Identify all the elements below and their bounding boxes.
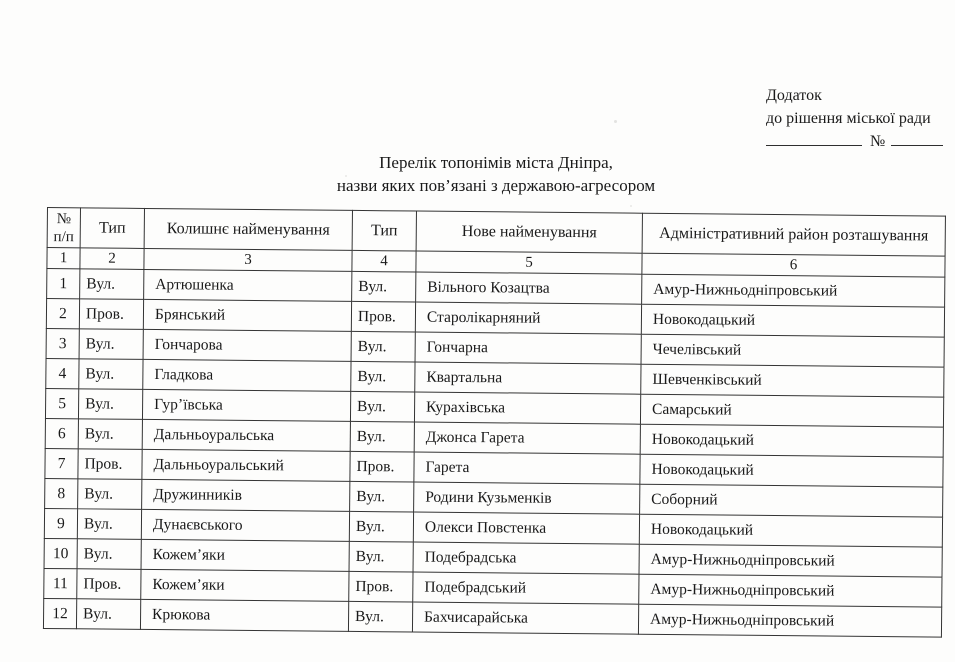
row-number-cell: 12	[43, 598, 76, 628]
column-number: 5	[416, 251, 642, 274]
scan-speck	[345, 175, 347, 177]
new-name-cell: Родини Кузьменків	[414, 482, 640, 514]
row-number-cell: 4	[46, 358, 79, 388]
old-type-cell: Вул.	[79, 329, 143, 360]
old-name-cell: Артюшенка	[144, 269, 352, 301]
row-number-cell: 5	[45, 388, 78, 418]
old-type-cell: Вул.	[79, 359, 143, 390]
row-number-cell: 8	[45, 478, 78, 508]
row-number-cell: 3	[46, 328, 79, 358]
district-cell: Чечелівський	[641, 334, 944, 367]
old-name-cell: Крюкова	[140, 599, 348, 631]
new-name-cell: Курахівська	[414, 392, 640, 424]
new-name-cell: Подебрадська	[413, 542, 639, 574]
new-name-cell: Вільного Козацтва	[416, 272, 642, 304]
new-type-cell: Вул.	[350, 421, 414, 452]
old-name-cell: Брянський	[143, 299, 351, 331]
new-name-cell: Квартальна	[415, 362, 641, 394]
new-name-cell: Гончарна	[415, 332, 641, 364]
old-type-cell: Пров.	[78, 449, 142, 480]
column-number: 2	[80, 248, 144, 270]
header-num-bottom: п/п	[53, 228, 74, 245]
row-number-cell: 9	[44, 508, 77, 538]
column-number: 3	[144, 248, 352, 271]
header-new-name: Нове найменування	[416, 211, 642, 253]
column-number: 4	[352, 250, 416, 272]
district-cell: Соборний	[640, 484, 943, 517]
row-number-cell: 1	[47, 269, 80, 299]
annex-line-3	[766, 130, 943, 153]
new-type-cell: Вул.	[349, 511, 413, 542]
old-name-cell: Дружинників	[142, 479, 350, 511]
header-old-type: Тип	[80, 208, 144, 249]
new-type-cell: Вул.	[351, 361, 415, 392]
new-type-cell: Вул.	[350, 481, 414, 512]
new-name-cell: Старолікарняний	[415, 302, 641, 334]
header-district: Адміністративний район розташування	[642, 213, 945, 256]
old-type-cell: Вул.	[80, 269, 144, 300]
old-type-cell: Вул.	[77, 509, 141, 540]
district-cell: Шевченківський	[641, 364, 944, 397]
header-new-type: Тип	[352, 210, 416, 251]
district-cell: Новокодацький	[639, 514, 942, 547]
old-type-cell: Пров.	[79, 299, 143, 330]
district-cell: Амур-Нижньодніпровський	[639, 574, 942, 607]
header-old-name: Колишнє найменування	[144, 208, 352, 250]
district-cell: Новокодацький	[640, 424, 943, 457]
old-type-cell: Вул.	[78, 389, 142, 420]
page-title	[47, 151, 945, 197]
table-body	[43, 269, 944, 638]
district-cell: Амур-Нижньодніпровський	[639, 544, 942, 577]
old-name-cell: Гончарова	[143, 329, 351, 361]
column-number: 1	[47, 248, 80, 269]
new-name-cell: Гарета	[414, 452, 640, 484]
new-type-cell: Вул.	[351, 331, 415, 362]
old-name-cell: Гладкова	[143, 359, 351, 391]
old-name-cell: Дальньоуральський	[142, 449, 350, 481]
blank-line	[766, 132, 862, 146]
new-type-cell: Пров.	[349, 571, 413, 602]
header-num-top: №	[56, 210, 72, 227]
new-type-cell: Вул.	[349, 541, 413, 572]
scan-speck	[630, 205, 632, 207]
row-number-cell: 6	[45, 418, 78, 448]
page-title-line-1: Перелік топонімів міста Дніпра,	[379, 153, 613, 172]
annex-line-2: до рішення міської ради	[766, 110, 931, 127]
column-number: 6	[642, 253, 945, 277]
district-cell: Амур-Нижньодніпровський	[642, 274, 945, 307]
new-type-cell: Вул.	[348, 601, 412, 632]
old-type-cell: Пров.	[77, 569, 141, 600]
old-type-cell: Вул.	[78, 479, 142, 510]
new-name-cell: Джонса Гарета	[414, 422, 640, 454]
old-name-cell: Гур’ївська	[142, 389, 350, 421]
annex-note	[766, 84, 943, 153]
new-type-cell: Пров.	[351, 301, 415, 332]
old-type-cell: Вул.	[78, 419, 142, 450]
annex-line-1: Додаток	[766, 87, 822, 104]
new-type-cell: Вул.	[352, 271, 416, 302]
old-name-cell: Кожем’яки	[141, 539, 349, 571]
row-number-cell: 7	[45, 448, 78, 478]
district-cell: Самарський	[640, 394, 943, 427]
old-name-cell: Кожем’яки	[141, 569, 349, 601]
new-name-cell: Подебрадський	[413, 572, 639, 604]
new-name-cell: Олекси Повстенка	[413, 512, 639, 544]
row-number-cell: 10	[44, 538, 77, 568]
number-sign: №	[870, 133, 886, 150]
row-number-cell: 11	[44, 568, 77, 598]
scan-speck	[614, 120, 617, 123]
old-type-cell: Вул.	[76, 599, 140, 630]
new-type-cell: Пров.	[350, 451, 414, 482]
new-type-cell: Вул.	[350, 391, 414, 422]
toponyms-table-wrap	[43, 207, 945, 638]
district-cell: Новокодацький	[641, 304, 944, 337]
district-cell: Новокодацький	[640, 454, 943, 487]
new-name-cell: Бахчисарайська	[412, 602, 638, 634]
district-cell: Амур-Нижньодніпровський	[638, 604, 941, 637]
header-row-number	[47, 208, 80, 248]
old-name-cell: Дунаєвського	[141, 509, 349, 541]
blank-line	[891, 132, 943, 146]
old-type-cell: Вул.	[77, 539, 141, 570]
toponyms-table	[43, 207, 946, 638]
row-number-cell: 2	[46, 299, 79, 329]
page-title-line-2: назви яких пов’язані з державою-агресором	[336, 176, 656, 195]
old-name-cell: Дальньоуральська	[142, 419, 350, 451]
